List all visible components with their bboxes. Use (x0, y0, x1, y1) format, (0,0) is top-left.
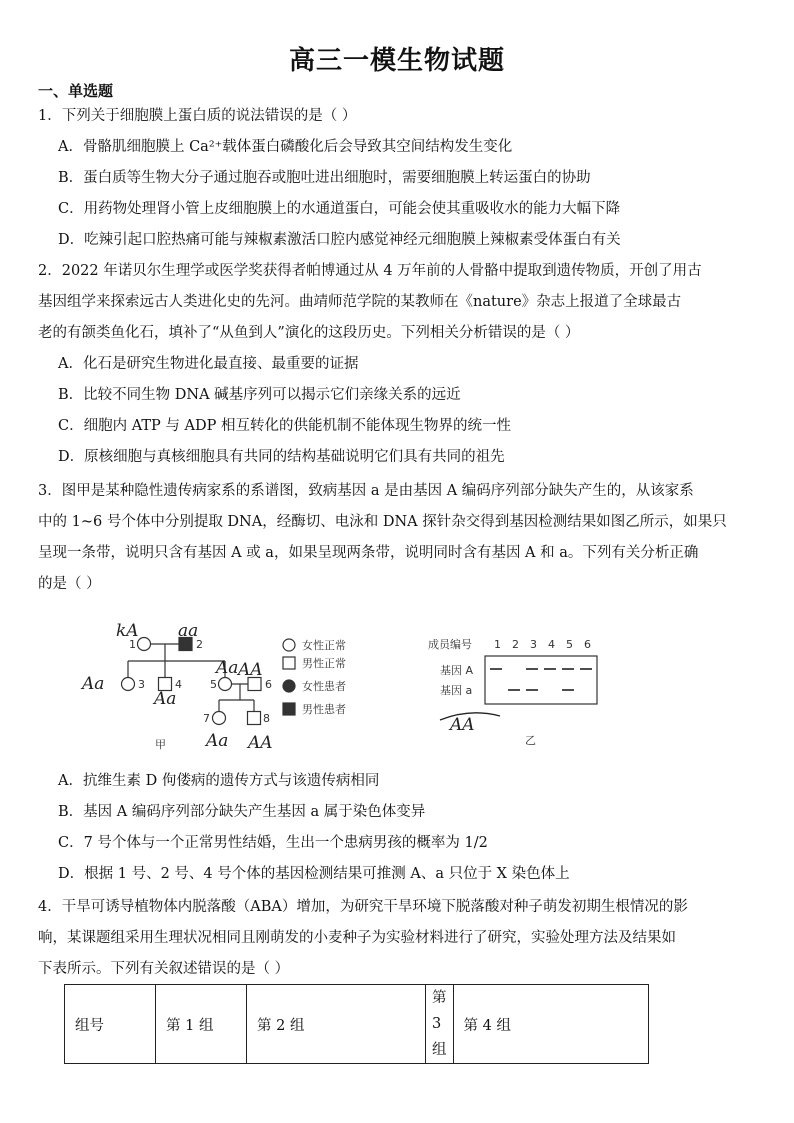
gel-col-2: 2 (512, 638, 519, 651)
q1-option-d: D．吃辣引起口腔热痛可能与辣椒素激活口腔内感觉神经元细胞膜上辣椒素受体蛋白有关 (58, 232, 621, 248)
member-6-num: 6 (265, 678, 272, 691)
table-header-4: 第 4 组 (453, 985, 648, 1064)
gel-col-3: 3 (530, 638, 537, 651)
gel-col-4: 4 (548, 638, 555, 651)
member-1-symbol (138, 638, 151, 651)
legend-male-affected: 男性患者 (302, 703, 346, 716)
hand-note-5: AA (238, 660, 263, 680)
q3-option-b: B．基因 A 编码序列部分缺失产生基因 a 属于染色体变异 (58, 804, 426, 820)
q2-option-d: D．原核细胞与真核细胞具有共同的结构基础说明它们具有共同的祖先 (58, 449, 505, 465)
gel-frame (485, 656, 597, 704)
gel-header: 成员编号 (428, 638, 472, 651)
q2-option-c: C．细胞内 ATP 与 ADP 相互转化的供能机制不能体现生物界的统一性 (58, 418, 511, 434)
page-title: 高三一模生物试题 (288, 46, 505, 76)
hand-note-6: Aa (216, 658, 239, 678)
table-header-2: 第 2 组 (247, 985, 426, 1064)
legend-male-affected-icon (283, 703, 295, 715)
q2-line-1: 2．2022 年诺贝尔生理学或医学奖获得者帕博通过从 4 万年前的人骨骼中提取到遗传物质，开创了用古 (38, 263, 702, 279)
legend-female-affected: 女性患者 (302, 680, 346, 693)
gel-col-5: 5 (566, 638, 573, 651)
legend-female-normal-icon (283, 639, 295, 651)
q3-line-1: 3．图甲是某种隐性遗传病家系的系谱图，致病基因 a 是由基因 A 编码序列部分缺失产生的，从该家系 (38, 483, 694, 499)
gel-col-1: 1 (494, 638, 501, 651)
q3-option-d: D．根据 1 号、2 号、4 号个体的基因检测结果可推测 A、a 只位于 X 染色体上 (58, 866, 570, 882)
q2-option-b: B．比较不同生物 DNA 碱基序列可以揭示它们亲缘关系的远近 (58, 387, 461, 403)
hand-note-4: Aa (154, 689, 177, 709)
member-5-symbol (219, 678, 232, 691)
q3-option-a: A．抗维生素 D 佝偻病的遗传方式与该遗传病相同 (58, 773, 380, 789)
legend-female-affected-icon (283, 680, 295, 692)
table-row (65, 985, 649, 1064)
hand-note-2: aa (178, 621, 199, 641)
q3-line-4: 的是（ ） (38, 576, 101, 592)
hand-note-1: kA (116, 621, 139, 641)
legend-male-normal: 男性正常 (302, 657, 346, 670)
caption-jia: 甲 (155, 738, 166, 751)
table-header-group: 组号 (65, 985, 156, 1064)
member-8-symbol (248, 712, 261, 725)
member-7-symbol (213, 712, 226, 725)
member-8-num: 8 (263, 712, 270, 725)
member-2-num: 2 (196, 638, 203, 651)
hand-note-3: Aa (82, 674, 105, 694)
q2-line-2: 基因组学来探索远古人类进化史的先河。曲靖师范学院的某教师在《nature》杂志上报道了全球最古 (38, 294, 682, 310)
gel-row-b: 基因 a (440, 684, 473, 697)
q4-line-3: 下表所示。下列有关叙述错误的是（ ） (38, 961, 290, 977)
table-header-3: 第3组 (426, 985, 454, 1064)
gel-row-a: 基因 A (440, 664, 474, 677)
legend-male-normal-icon (283, 657, 295, 669)
q2-line-3: 老的有颌类鱼化石，填补了“从鱼到人”演化的这段历史。下列相关分析错误的是（ ） (38, 325, 580, 341)
q3-line-3: 呈现一条带，说明只含有基因 A 或 a，如果呈现两条带，说明同时含有基因 A 和 a。下列有关分析正确 (38, 545, 699, 561)
q4-line-1: 4．干旱可诱导植物体内脱落酸（ABA）增加，为研究干旱环境下脱落酸对种子萌发初期生根情况的影 (38, 899, 688, 915)
q1-option-b: B．蛋白质等生物大分子通过胞吞或胞吐进出细胞时，需要细胞膜上转运蛋白的协助 (58, 170, 591, 186)
member-4-num: 4 (175, 678, 182, 691)
q3-line-2: 中的 1~6 号个体中分别提取 DNA，经酶切、电泳和 DNA 探针杂交得到基因检测结果如图乙所示，如果只 (38, 514, 727, 530)
hand-note-7: Aa (206, 731, 229, 751)
q2-option-a: A．化石是研究生物进化最直接、最重要的证据 (58, 356, 359, 372)
legend-female-normal: 女性正常 (302, 639, 346, 652)
q3-option-c: C．7 号个体与一个正常男性结婚，生出一个患病男孩的概率为 1/2 (58, 835, 488, 851)
member-1-num: 1 (129, 638, 136, 651)
member-7-num: 7 (203, 712, 210, 725)
q1-stem: 1．下列关于细胞膜上蛋白质的说法错误的是（ ） (38, 108, 357, 124)
q1-option-c: C．用药物处理肾小管上皮细胞膜上的水通道蛋白，可能会使其重吸收水的能力大幅下降 (58, 201, 621, 217)
q4-line-2: 响，某课题组采用生理状况相同且刚萌发的小麦种子为实验材料进行了研究，实验处理方法及结果如 (38, 930, 676, 946)
q4-table (64, 984, 649, 1064)
table-header-1: 第 1 组 (156, 985, 247, 1064)
member-3-num: 3 (138, 678, 145, 691)
hand-note-9: AA (450, 715, 475, 735)
caption-yi: 乙 (525, 734, 536, 747)
gel-col-6: 6 (584, 638, 591, 651)
section-heading: 一、单选题 (38, 82, 114, 100)
member-5-num: 5 (210, 678, 217, 691)
hand-note-8: AA (248, 733, 273, 753)
member-3-symbol (122, 678, 135, 691)
q1-option-a: A．骨骼肌细胞膜上 Ca²⁺载体蛋白磷酸化后会导致其空间结构发生变化 (58, 139, 513, 155)
